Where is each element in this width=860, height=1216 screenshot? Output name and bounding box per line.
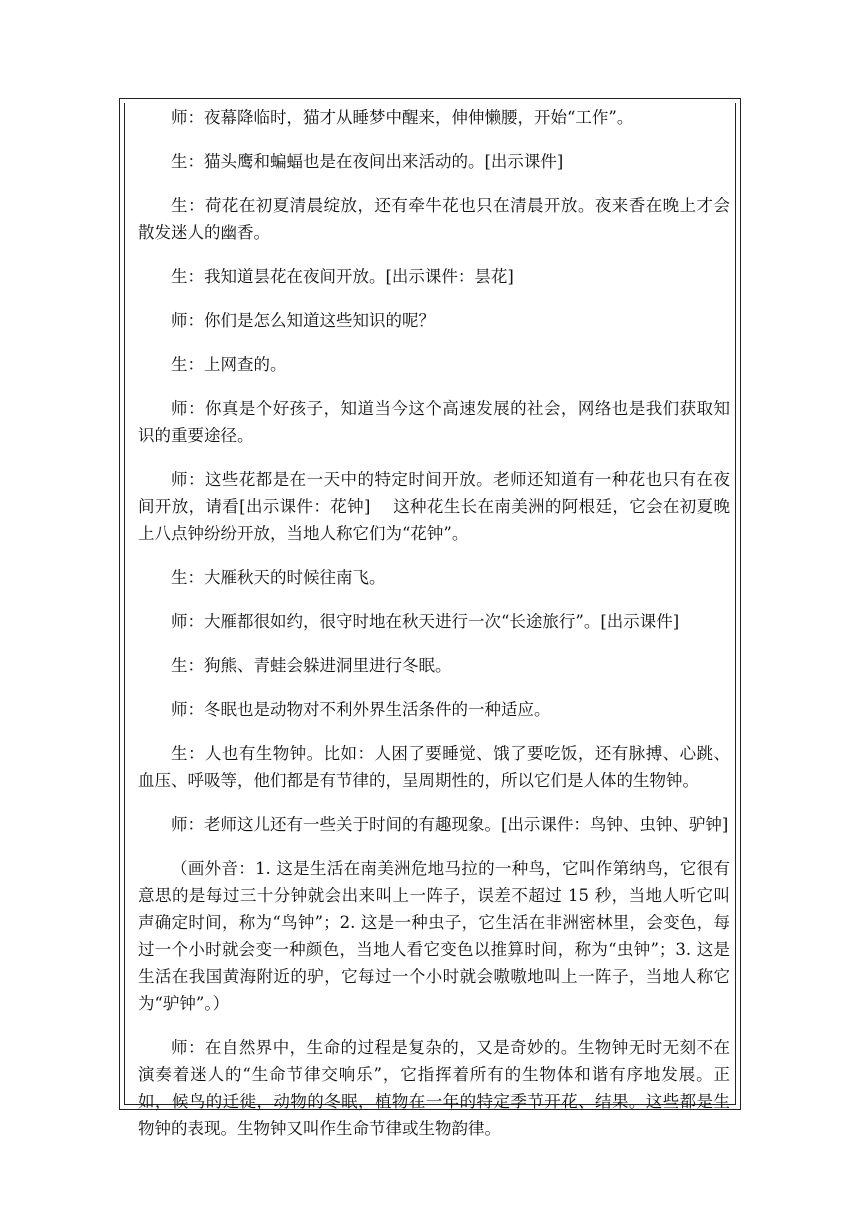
paragraph: 师：这些花都是在一天中的特定时间开放。老师还知道有一种花也只有在夜间开放，请看[出示课件：花钟] 这种花生长在南美洲的阿根廷，它会在初夏晚上八点钟纷纷开放，当地人称它们为“花钟”。 [138, 470, 730, 543]
paragraph: 师：你真是个好孩子，知道当今这个高速发展的社会，网络也是我们获取知识的重要途径。 [138, 399, 730, 445]
paragraph: 生：荷花在初夏清晨绽放，还有牵牛花也只在清晨开放。夜来香在晚上才会散发迷人的幽香。 [138, 196, 730, 242]
lesson-transcript [138, 104, 730, 1159]
paragraph: （画外音：1. 这是生活在南美洲危地马拉的一种鸟，它叫作第纳鸟，它很有意思的是每过三十分钟就会出来叫上一阵子，误差不超过 15 秒，当地人听它叫声确定时间，称为“鸟钟”；2. 这是一种虫子，它生活在非洲密林里，会变色，每过一个小时就会变一种颜色，当地人看它变色以推算时间，称为“虫钟”；3. 这是生活在我国黄海附近的驴，它每过一个小时就会嗷嗷地叫上一阵子，当地人称它为“驴钟”。） [138, 859, 730, 1013]
paragraph: 生：大雁秋天的时候往南飞。 [171, 568, 386, 587]
paragraph: 师：你们是怎么知道这些知识的呢？ [171, 311, 435, 330]
paragraph: 生：猫头鹰和蝙蝠也是在夜间出来活动的。[出示课件] [171, 152, 564, 171]
paragraph: 生：人也有生物钟。比如：人困了要睡觉、饿了要吃饭，还有脉搏、心跳、血压、呼吸等，他们都是有节律的，呈周期性的，所以它们是人体的生物钟。 [138, 744, 730, 790]
paragraph: 师：在自然界中，生命的过程是复杂的，又是奇妙的。生物钟无时无刻不在演奏着迷人的“生命节律交响乐”，它指挥着所有的生物体和谐有序地发展。正如，候鸟的迁徙，动物的冬眠，植物在一年的特定季节开花、结果。这些都是生物钟的表现。生物钟又叫作生命节律或生物韵律。 [138, 1038, 730, 1138]
paragraph: 生：狗熊、青蛙会躲进洞里进行冬眠。 [171, 656, 452, 675]
paragraph: 师：冬眠也是动物对不利外界生活条件的一种适应。 [171, 700, 551, 719]
paragraph: 生：我知道昙花在夜间开放。[出示课件：昙花] [171, 267, 514, 286]
paragraph: 师：大雁都很如约，很守时地在秋天进行一次“长途旅行”。[出示课件] [171, 612, 680, 631]
paragraph: 生：上网查的。 [171, 355, 287, 374]
paragraph: 师：夜幕降临时，猫才从睡梦中醒来，伸伸懒腰，开始“工作”。 [171, 108, 634, 127]
paragraph: 师：老师这儿还有一些关于时间的有趣现象。[出示课件：鸟钟、虫钟、驴钟] [171, 815, 729, 834]
